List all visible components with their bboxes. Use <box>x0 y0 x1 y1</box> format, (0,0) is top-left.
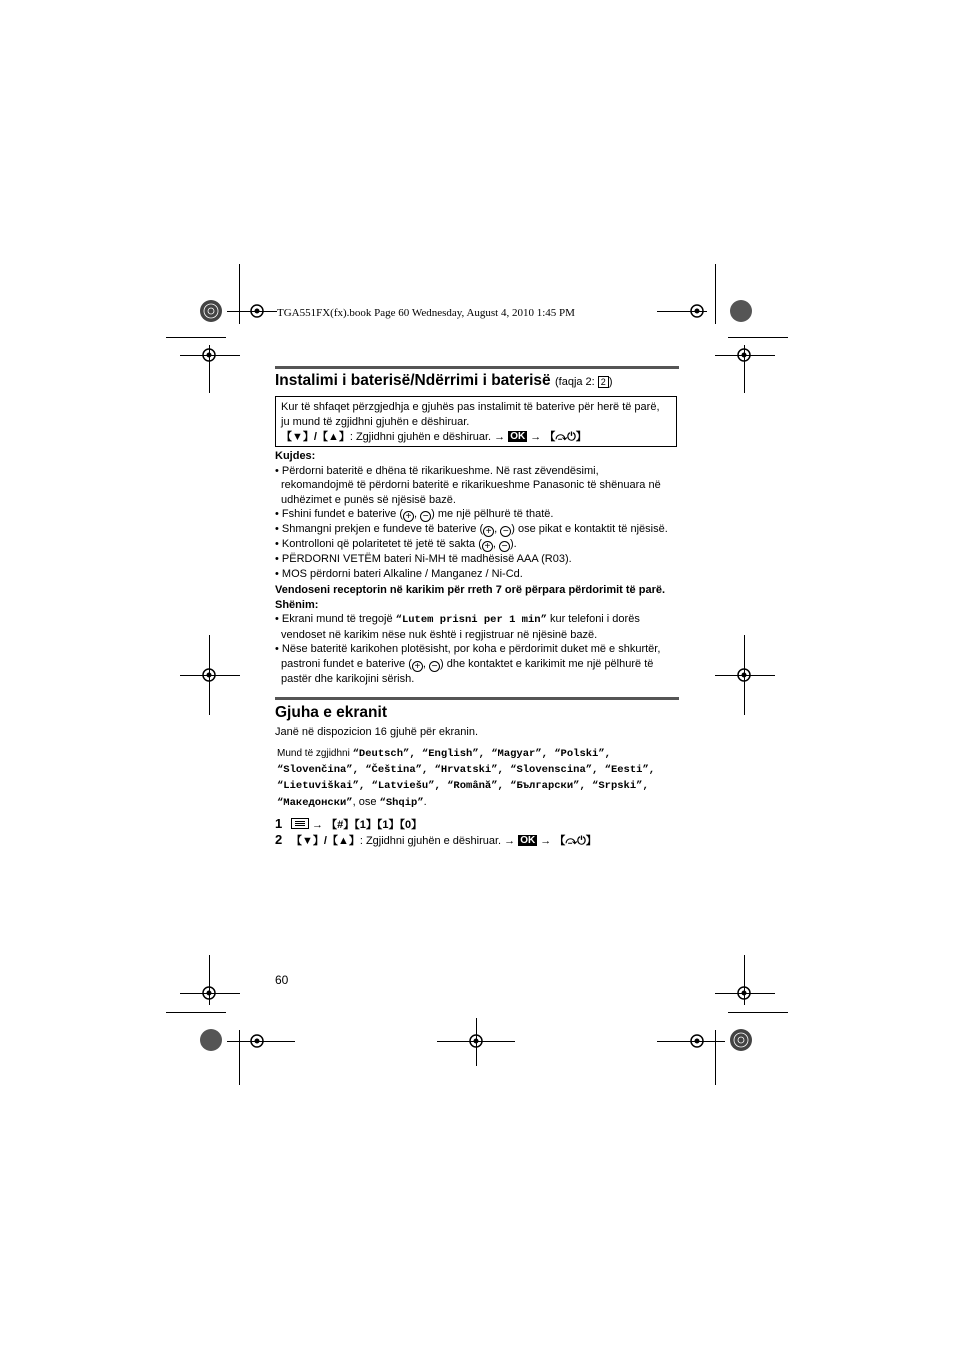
section2-intro: Janë në dispozicion 16 gjuhë për ekranin. <box>275 726 479 738</box>
caution-block <box>275 449 685 686</box>
crop-mark <box>239 1030 240 1085</box>
section1-title: Instalimi i baterisë/Ndërrimi i baterisë <box>275 372 551 389</box>
crosshair-icon <box>464 1029 488 1053</box>
list-item: • Përdorni bateritë e dhëna të rikarikueshme. Në rast zëvendësimi, <box>275 464 599 477</box>
minus-terminal-icon: − <box>500 526 511 537</box>
list-item: • Kontrolloni që polaritetet të jetë të sakta ( + , − ). <box>275 538 517 552</box>
notes-heading: Shënim: <box>275 598 319 611</box>
section2-heading <box>275 704 387 722</box>
list-item: • Nëse bateritë karikohen plotësisht, por koha e përdorimit duket më e shkurtër, <box>275 643 661 655</box>
list-item: • Ekrani mund të tregojë “Lutem prisni per 1 min” kur telefoni i dorës <box>275 613 640 626</box>
file-header: TGA551FX(fx).book Page 60 Wednesday, August 4, 2010 1:45 PM <box>277 307 575 319</box>
list-item: • PËRDORNI VETËM bateri Ni-MH të madhësisë AAA (R03). <box>275 553 572 565</box>
ok-key-icon: OK <box>510 431 526 442</box>
crosshair-icon <box>732 343 756 367</box>
crop-mark <box>715 264 716 324</box>
minus-terminal-icon: − <box>429 661 440 672</box>
crop-mark <box>728 1012 788 1013</box>
step-1: 1 → 【#】【1】【1】【0】 <box>275 816 423 831</box>
step-2: 2 【▼】/【▲】: Zgjidhni gjuhën e dëshiruar. → OK → 【⤼⏻】 <box>275 832 597 847</box>
list-item: • Shmangni prekjen e fundeve të baterive ( + , − ) ose pikat e kontaktit të njësisë. <box>275 523 668 537</box>
crosshair-icon <box>732 981 756 1005</box>
plus-terminal-icon: + <box>482 541 493 552</box>
crop-mark <box>166 337 226 338</box>
registration-wheel-icon <box>199 299 223 323</box>
list-item: • MOS përdorni bateri Alkaline / Manganez / Ni-Cd. <box>275 567 523 580</box>
caution-heading: Kujdes: <box>275 450 316 462</box>
section1-heading <box>275 372 612 390</box>
list-item-cont: udhëzimet e punës së njësisë bazë. <box>281 493 456 506</box>
page-reference: (faqja 2: 2 ) <box>554 376 613 388</box>
ok-key-icon: OK <box>520 835 536 846</box>
crop-mark <box>239 264 240 324</box>
menu-key-icon <box>291 818 309 829</box>
list-item-cont: pastër dhe karikojini sërish. <box>281 672 415 685</box>
crosshair-icon <box>732 663 756 687</box>
crosshair-icon <box>197 343 221 367</box>
registration-dot-icon <box>199 1028 223 1052</box>
nav-keys: 【▼】/【▲】 <box>291 835 360 847</box>
box-line: ju mund të zgjidhni gjuhën e dëshiruar. <box>281 416 470 428</box>
key-sequence: 【#】【1】【1】【0】 <box>326 819 423 831</box>
list-item-cont: vendoset në karikim nëse nuk është i regjistruar në njësinë bazë. <box>281 628 598 641</box>
off-key-icon: 【⤼⏻】 <box>554 835 597 847</box>
charge-note: Vendoseni receptorin në karikim për rreth 7 orë përpara përdorimit të parë. <box>275 584 666 596</box>
minus-terminal-icon: − <box>499 541 510 552</box>
crosshair-icon <box>685 299 709 323</box>
plus-terminal-icon: + <box>483 526 494 537</box>
box-instruction: 【▼】/【▲】: Zgjidhni gjuhën e dëshiruar. → OK → 【⤼⏻】 <box>281 431 587 443</box>
list-item-cont: rekomandojmë të përdorni bateritë e rikarikueshme Panasonic të shënuara në <box>281 479 661 491</box>
section-rule <box>275 697 679 700</box>
crosshair-icon <box>245 1029 269 1053</box>
minus-terminal-icon: − <box>420 511 431 522</box>
language-list: Mund të zgjidhni “Deutsch”, “English”, “Magyar”, “Polski”, “Slovenčina”, “Čeština”, “Hrvatski”, “Slovenscina”, “Eesti”, “Lietuviškai”, “Latviešu”, “Română”, “Български”, “Srpski”, “Македонски”, ose “Shqip”. <box>277 748 656 809</box>
crosshair-icon <box>245 299 269 323</box>
section2-title: Gjuha e ekranit <box>275 704 387 721</box>
list-item: • Fshini fundet e baterive ( + , − ) me një pëlhurë të thatë. <box>275 508 554 522</box>
crop-mark <box>728 337 788 338</box>
display-message: “Lutem prisni per 1 min” <box>395 614 547 626</box>
page-number: 60 <box>275 973 289 987</box>
off-key-icon: 【⤼⏻】 <box>544 431 587 443</box>
section-rule <box>275 366 679 369</box>
crop-mark <box>715 1030 716 1085</box>
figure-number: 2 <box>598 376 609 388</box>
crosshair-icon <box>197 981 221 1005</box>
registration-dot-icon <box>729 299 753 323</box>
info-box <box>275 396 677 447</box>
crosshair-icon <box>197 663 221 687</box>
registration-wheel-icon <box>729 1028 753 1052</box>
plus-terminal-icon: + <box>412 661 423 672</box>
crosshair-icon <box>685 1029 709 1053</box>
plus-terminal-icon: + <box>403 511 414 522</box>
nav-keys: 【▼】/【▲】 <box>281 431 350 443</box>
list-item-cont: pastroni fundet e baterive ( + , − ) dhe kontaktet e karikimit me një pëlhurë të <box>281 657 654 672</box>
box-line: Kur të shfaqet përzgjedhja e gjuhës pas instalimit të baterive për herë të parë, <box>281 401 660 413</box>
crop-mark <box>166 1012 226 1013</box>
